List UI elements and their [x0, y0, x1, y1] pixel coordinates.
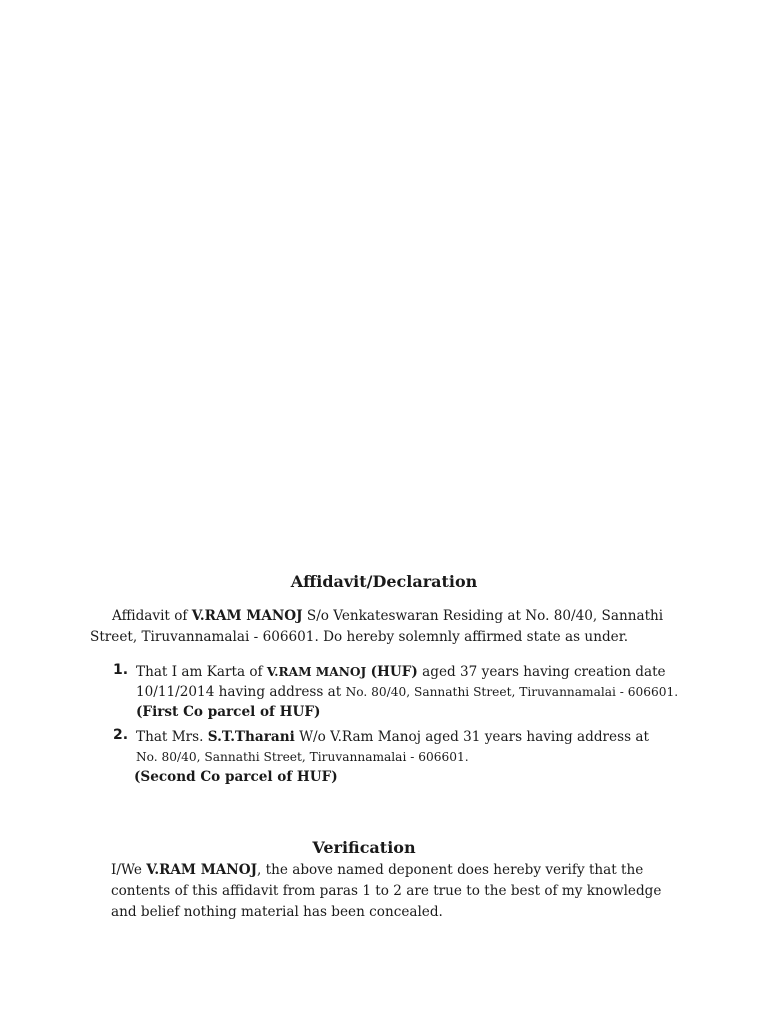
item-1-text: aged 37 years having creation date 10/11/2014 having address at	[136, 664, 666, 700]
item-2-text: W/o V.Ram Manoj aged 31 years having address at	[299, 729, 649, 745]
intro-prefix: Affidavit of	[112, 608, 188, 624]
item-1-number: 1.	[113, 662, 129, 678]
verification-text: , the above named deponent does hereby verify that the contents of this affidavit from paras 1 to 2 are true to the best of my knowledge and belief nothing material has been concealed.	[111, 862, 662, 920]
intro-text: S/o Venkateswaran Residing at No. 80/40, Sannathi Street, Tiruvannamalai - 606601. Do hereby solemnly affirmed state as under.	[90, 608, 664, 645]
item-2-prefix: That Mrs.	[136, 729, 204, 745]
item-1-prefix: That I am Karta of	[136, 664, 263, 680]
verification-prefix: I/We	[111, 862, 142, 878]
item-1-name-suffix: (HUF)	[370, 664, 418, 680]
item-2-number: 2.	[113, 727, 129, 743]
document-title: Affidavit/Declaration	[290, 572, 478, 591]
verification-title: Verification	[312, 838, 416, 857]
item-1-address: No. 80/40, Sannathi Street, Tiruvannamalai - 606601.	[345, 685, 679, 699]
item-2	[136, 727, 696, 787]
verification-paragraph	[111, 860, 691, 923]
item-1-name: V.RAM MANOJ	[266, 665, 367, 679]
item-2-name: S.T.Tharani	[207, 729, 295, 745]
item-2-address: No. 80/40, Sannathi Street, Tiruvannamalai - 606601.	[136, 750, 469, 764]
item-1-note: (First Co parcel of HUF)	[136, 704, 321, 720]
item-1	[136, 662, 696, 722]
intro-name: V.RAM MANOJ	[191, 608, 303, 624]
item-2-note: (Second Co parcel of HUF)	[134, 769, 338, 785]
verification-name: V.RAM MANOJ	[146, 862, 258, 878]
intro-paragraph	[90, 606, 690, 648]
